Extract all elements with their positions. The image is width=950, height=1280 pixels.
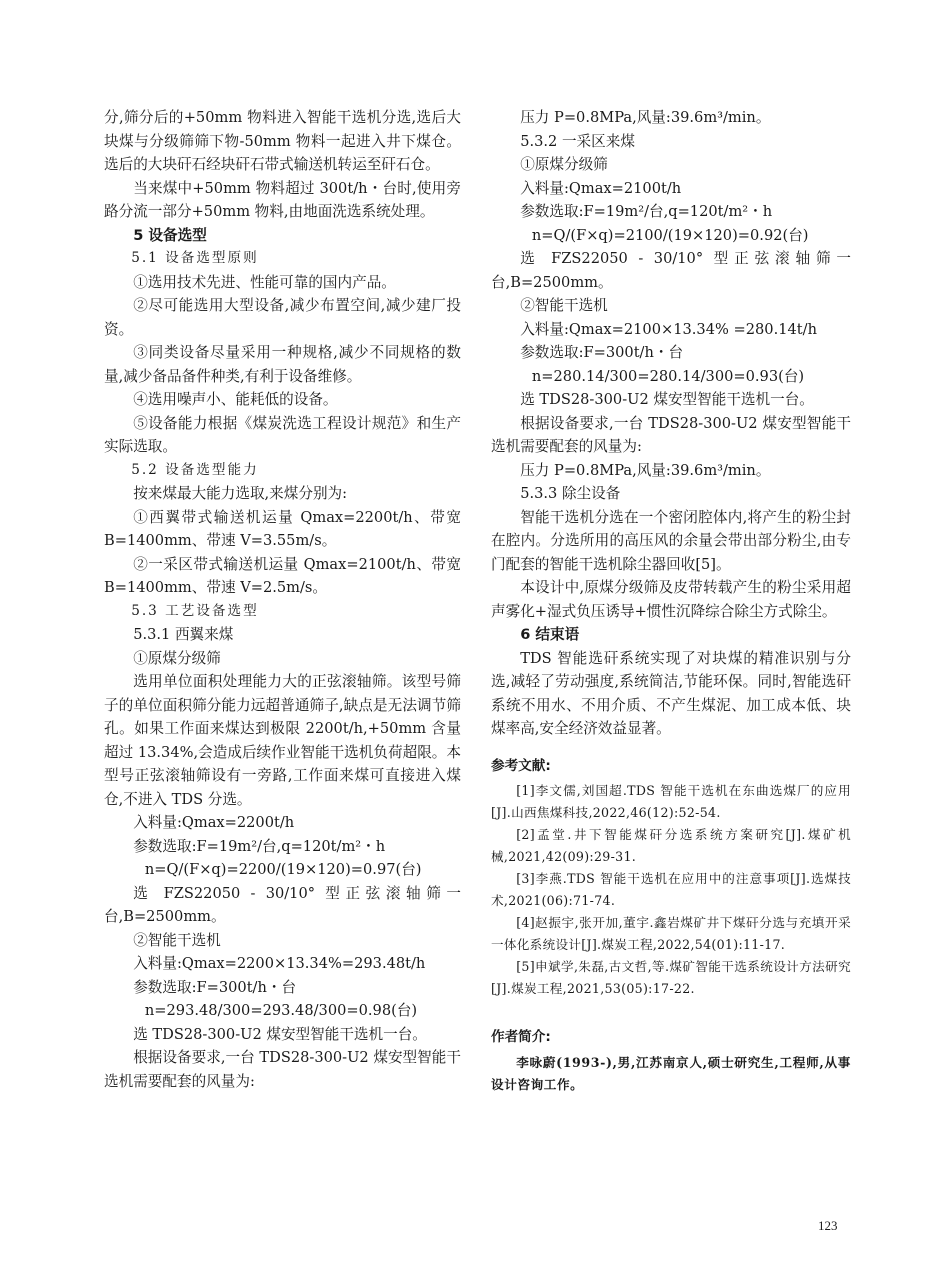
- list-item: ①原煤分级筛: [520, 156, 608, 173]
- paragraph: 分,筛分后的+50mm 物料进入智能干选机分选,选后大块煤与分级筛筛下物-50mm 物料一起进入井下煤仓。选后的大块矸石经块矸石带式输送机转运至矸石仓。: [104, 109, 461, 173]
- list-item: ⑤设备能力根据《煤炭洗选工程设计规范》和生产实际选取。: [104, 414, 461, 455]
- paragraph: 根据设备要求,一台 TDS28-300-U2 煤安型智能干选机需要配套的风量为:: [491, 414, 851, 455]
- formula: 入料量:Qmax=2200t/h: [133, 814, 295, 831]
- subsection-heading: 5.2 设备选型能力: [131, 461, 259, 478]
- reference-item: [4]赵振宇,张开加,董宇.鑫岩煤矿井下煤矸分选与充填开采一体化系统设计[J].煤炭工程,2022,54(01):11-17.: [491, 915, 851, 952]
- list-item: ①西翼带式输送机运量 Qmax=2200t/h、带宽 B=1400mm、带速 V=3.55m/s。: [104, 508, 461, 549]
- sub-subsection-heading: 5.3.2 一采区来煤: [520, 132, 635, 150]
- list-item: ①原煤分级筛: [133, 649, 221, 667]
- references-title: 参考文献:: [491, 757, 551, 774]
- list-item: ②尽可能选用大型设备,减少布置空间,减少建厂投资。: [104, 297, 461, 338]
- sub-subsection-heading: 5.3.1 西翼来煤: [133, 626, 234, 643]
- formula: 参数选取:F=19m²/台,q=120t/m²・h: [520, 203, 773, 220]
- paragraph: 当来煤中+50mm 物料超过 300t/h・台时,使用旁路分流一部分+50mm 物料,由地面洗选系统处理。: [104, 179, 461, 220]
- subsection-heading: 5.1 设备选型原则: [131, 250, 259, 266]
- formula: n=Q/(F×q)=2200/(19×120)=0.97(台): [144, 861, 422, 878]
- subsection-heading: 5.3 工艺设备选型: [131, 602, 259, 619]
- formula: 入料量:Qmax=2100×13.34% =280.14t/h: [520, 320, 817, 338]
- list-item: ③同类设备尽量采用一种规格,减少不同规格的数量,减少备品备件种类,有利于设备维修。: [104, 344, 461, 385]
- formula: 参数选取:F=19m²/台,q=120t/m²・h: [133, 837, 386, 855]
- formula: n=293.48/300=293.48/300=0.98(台): [144, 1002, 418, 1019]
- left-column: [104, 106, 461, 1093]
- formula: 入料量:Qmax=2100t/h: [520, 179, 682, 197]
- reference-item: [2]孟堂.井下智能煤矸分选系统方案研究[J].煤矿机械,2021,42(09):29-31.: [491, 827, 851, 864]
- reference-item: [1]李文儒,刘国超.TDS 智能干选机在东曲选煤厂的应用[J].山西焦煤科技,2022,46(12):52-54.: [491, 783, 851, 820]
- formula: 压力 P=0.8MPa,风量:39.6m³/min。: [520, 461, 771, 479]
- formula: n=Q/(F×q)=2100/(19×120)=0.92(台): [531, 226, 809, 244]
- paragraph: 选 FZS22050 - 30/10° 型正弦滚轴筛一台,B=2500mm。: [104, 884, 461, 925]
- spacer: [491, 1000, 851, 1012]
- list-item: ②一采区带式输送机运量 Qmax=2100t/h、带宽 B=1400mm、带速 V=2.5m/s。: [104, 555, 461, 596]
- paragraph: 选 FZS22050 - 30/10° 型正弦滚轴筛一台,B=2500mm。: [491, 250, 851, 291]
- paragraph: 选 TDS28-300-U2 煤安型智能干选机一台。: [520, 391, 814, 408]
- formula: 入料量:Qmax=2200×13.34%=293.48t/h: [133, 955, 426, 972]
- paragraph: 选 TDS28-300-U2 煤安型智能干选机一台。: [133, 1025, 427, 1043]
- section-heading: 5 设备选型: [133, 226, 207, 244]
- formula: n=280.14/300=280.14/300=0.93(台): [531, 367, 805, 385]
- formula: 压力 P=0.8MPa,风量:39.6m³/min。: [520, 109, 771, 126]
- paragraph: TDS 智能选矸系统实现了对块煤的精准识别与分选,减轻了劳动强度,系统简洁,节能环保。同时,智能选矸系统不用水、不用介质、不产生煤泥、加工成本低、块煤率高,安全经济效益显著。: [491, 649, 851, 737]
- sub-subsection-heading: 5.3.3 除尘设备: [520, 485, 621, 502]
- page-number: 123: [818, 1218, 838, 1233]
- paragraph: 智能干选机分选在一个密闭腔体内,将产生的粉尘封在腔内。分选所用的高压风的余量会带出部分粉尘,由专门配套的智能干选机除尘器回收[5]。: [491, 508, 851, 573]
- reference-item: [3]李燕.TDS 智能干选机在应用中的注意事项[J].选煤技术,2021(06):71-74.: [491, 871, 851, 908]
- formula: 参数选取:F=300t/h・台: [133, 978, 297, 996]
- reference-item: [5]申斌学,朱磊,古文哲,等.煤矿智能干选系统设计方法研究[J].煤炭工程,2021,53(05):17-22.: [491, 959, 851, 996]
- paragraph: 按来煤最大能力选取,来煤分别为:: [133, 485, 348, 502]
- author-bio-title: 作者简介:: [491, 1029, 551, 1045]
- right-column: [491, 106, 851, 1096]
- list-item: ④选用噪声小、能耗低的设备。: [133, 391, 338, 408]
- paragraph: 本设计中,原煤分级筛及皮带转载产生的粉尘采用超声雾化+湿式负压诱导+惯性沉降综合除尘方式除尘。: [491, 579, 851, 620]
- section-heading: 6 结束语: [520, 626, 580, 643]
- formula: 参数选取:F=300t/h・台: [520, 344, 684, 361]
- list-item: ②智能干选机: [520, 297, 608, 314]
- list-item: ①选用技术先进、性能可靠的国内产品。: [133, 273, 396, 291]
- list-item: ②智能干选机: [133, 931, 221, 949]
- author-bio: 李咏蔚(1993-),男,江苏南京人,硕士研究生,工程师,从事设计咨询工作。: [491, 1054, 851, 1092]
- paragraph: 选用单位面积处理能力大的正弦滚轴筛。该型号筛子的单位面积筛分能力远超普通筛子,缺点是无法调节筛孔。如果工作面来煤达到极限 2200t/h,+50mm 含量超过 13.34%,会造成后续作业智能干选机负荷超限。本型号正弦滚轴筛设有一旁路,工作面来煤可直接进入煤仓,不进入 TDS 分选。: [104, 673, 461, 808]
- paragraph: 根据设备要求,一台 TDS28-300-U2 煤安型智能干选机需要配套的风量为:: [104, 1049, 461, 1090]
